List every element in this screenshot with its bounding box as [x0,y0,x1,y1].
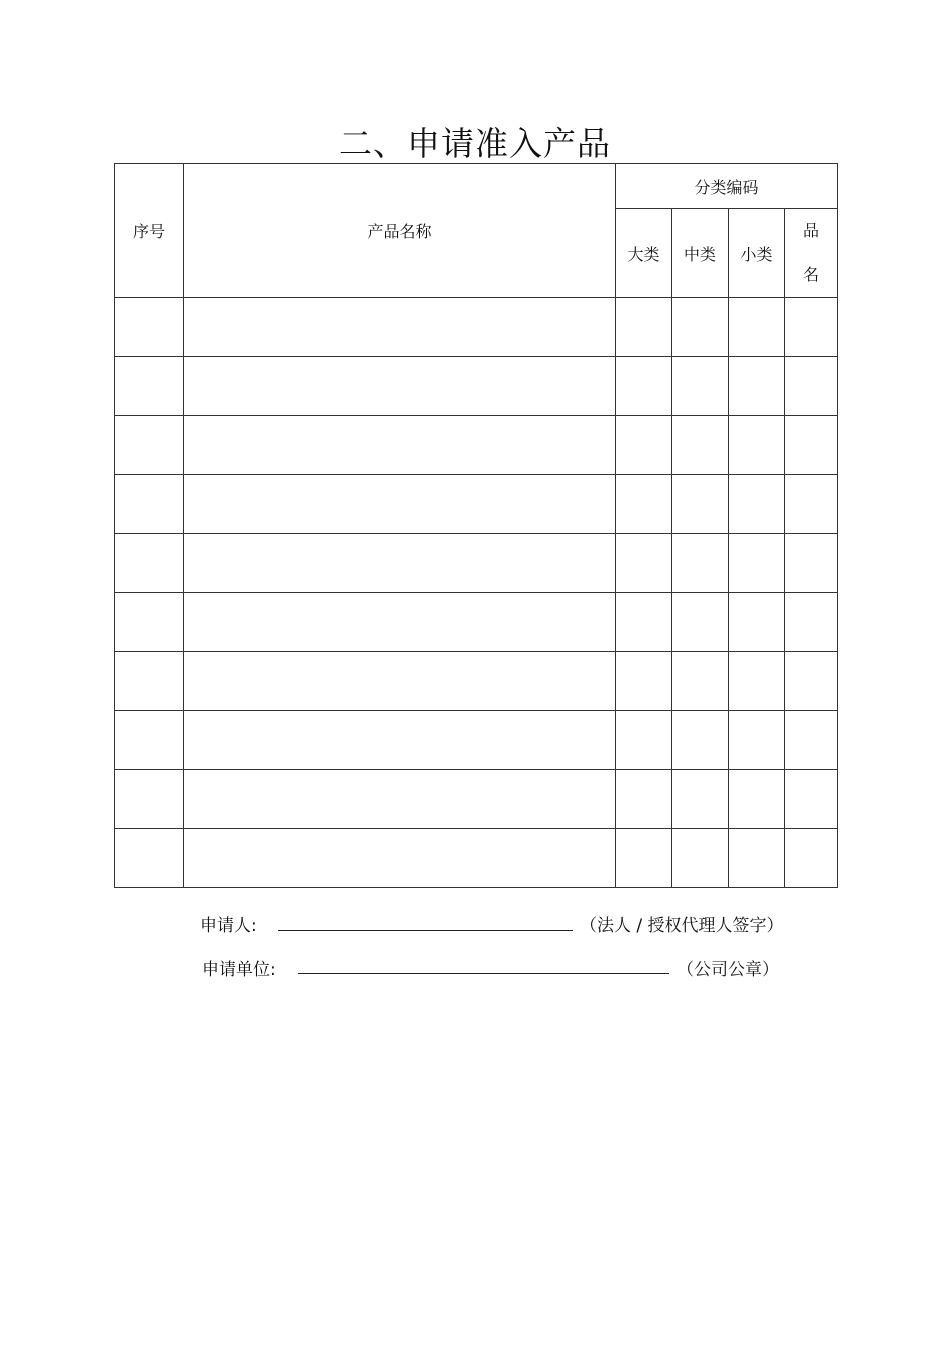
header-classification-code: 分类编码 [616,164,838,209]
table-row [115,298,838,357]
table-row [115,770,838,829]
minor-class-cell[interactable] [729,357,785,416]
minor-class-cell[interactable] [729,829,785,888]
index-cell[interactable] [115,298,184,357]
page-title: 二、申请准入产品 [339,124,611,163]
index-cell[interactable] [115,475,184,534]
major-class-cell[interactable] [616,357,672,416]
applicant-label: 申请人: [200,916,257,936]
table-row [115,416,838,475]
middle-class-cell[interactable] [672,770,729,829]
middle-class-cell[interactable] [672,298,729,357]
header-pinming-char-1: 品 [803,221,820,240]
product-name-cell[interactable] [184,298,616,357]
middle-class-cell[interactable] [672,593,729,652]
middle-class-cell[interactable] [672,475,729,534]
pinming-cell[interactable] [785,298,838,357]
major-class-cell[interactable] [616,416,672,475]
index-cell[interactable] [115,593,184,652]
product-name-cell[interactable] [184,534,616,593]
middle-class-cell[interactable] [672,829,729,888]
middle-class-cell[interactable] [672,416,729,475]
unit-note: （公司公章） [677,960,779,980]
table-row [115,357,838,416]
product-table [114,163,838,888]
applicant-note: （法人 / 授权代理人签字） [580,916,784,936]
product-name-cell[interactable] [184,475,616,534]
table-row [115,593,838,652]
major-class-cell[interactable] [616,534,672,593]
header-middle-class: 中类 [672,209,729,298]
minor-class-cell[interactable] [729,652,785,711]
unit-label: 申请单位: [202,960,276,980]
table-row [115,475,838,534]
minor-class-cell[interactable] [729,593,785,652]
header-minor-class: 小类 [729,209,785,298]
major-class-cell[interactable] [616,829,672,888]
header-index: 序号 [115,164,184,298]
index-cell[interactable] [115,770,184,829]
middle-class-cell[interactable] [672,534,729,593]
product-name-cell[interactable] [184,416,616,475]
table-row [115,711,838,770]
header-product-name-code [785,209,838,298]
unit-signature-row [202,955,276,980]
minor-class-cell[interactable] [729,475,785,534]
index-cell[interactable] [115,416,184,475]
pinming-cell[interactable] [785,829,838,888]
index-cell[interactable] [115,652,184,711]
applicant-signature-line[interactable] [278,930,573,931]
product-name-cell[interactable] [184,711,616,770]
major-class-cell[interactable] [616,298,672,357]
applicant-signature-row [200,911,257,936]
index-cell[interactable] [115,711,184,770]
product-name-cell[interactable] [184,357,616,416]
major-class-cell[interactable] [616,593,672,652]
minor-class-cell[interactable] [729,711,785,770]
product-name-cell[interactable] [184,593,616,652]
major-class-cell[interactable] [616,652,672,711]
middle-class-cell[interactable] [672,357,729,416]
minor-class-cell[interactable] [729,534,785,593]
index-cell[interactable] [115,829,184,888]
header-pinming-char-2: 名 [803,265,820,284]
table-body [115,298,838,888]
pinming-cell[interactable] [785,652,838,711]
index-cell[interactable] [115,534,184,593]
major-class-cell[interactable] [616,711,672,770]
minor-class-cell[interactable] [729,298,785,357]
product-name-cell[interactable] [184,829,616,888]
major-class-cell[interactable] [616,770,672,829]
header-major-class: 大类 [616,209,672,298]
pinming-cell[interactable] [785,475,838,534]
minor-class-cell[interactable] [729,416,785,475]
unit-signature-line[interactable] [298,973,669,974]
pinming-cell[interactable] [785,770,838,829]
product-name-cell[interactable] [184,770,616,829]
table-row [115,534,838,593]
table-row [115,829,838,888]
header-product-name: 产品名称 [184,164,616,298]
table-row [115,652,838,711]
middle-class-cell[interactable] [672,652,729,711]
product-name-cell[interactable] [184,652,616,711]
pinming-cell[interactable] [785,711,838,770]
major-class-cell[interactable] [616,475,672,534]
pinming-cell[interactable] [785,534,838,593]
pinming-cell[interactable] [785,416,838,475]
index-cell[interactable] [115,357,184,416]
middle-class-cell[interactable] [672,711,729,770]
pinming-cell[interactable] [785,357,838,416]
minor-class-cell[interactable] [729,770,785,829]
pinming-cell[interactable] [785,593,838,652]
